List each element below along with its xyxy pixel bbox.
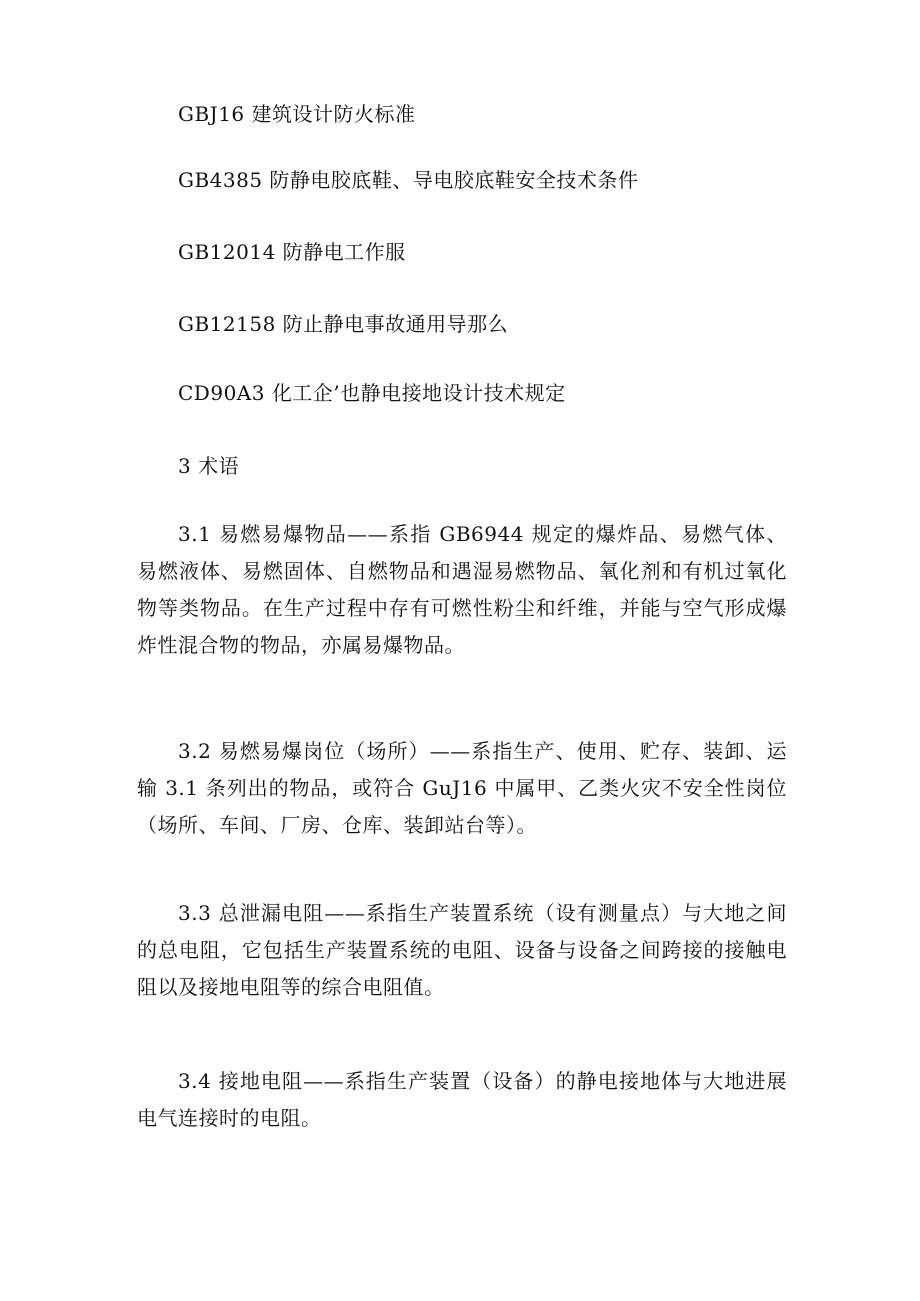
reference-gb12014: GB12014 防静电工作服: [178, 240, 406, 264]
term-3-4: 3.4 接地电阻——系指生产装置（设备）的静电接地体与大地进展电气连接时的电阻。: [137, 1069, 787, 1130]
reference-gb4385: GB4385 防静电胶底鞋、导电胶底鞋安全技术条件: [178, 168, 639, 192]
term-3-1: 3.1 易燃易爆物品——系指 GB6944 规定的爆炸品、易燃气体、易燃液体、易燃固体、自燃物品和遇湿易燃物品、氧化剂和有机过氧化物等类物品。在生产过程中存有可燃性粉尘和纤维，并能与空气形成爆炸性混合物的物品，亦属易爆物品。: [137, 522, 787, 657]
section-heading: 3 术语: [178, 454, 240, 478]
term-3-2: 3.2 易燃易爆岗位（场所）——系指生产、使用、贮存、装卸、运输 3.1 条列出的物品，或符合 GuJ16 中属甲、乙类火灾不安全性岗位（场所、车间、厂房、仓库、装卸站台等）。: [137, 739, 787, 837]
reference-cd90a3: CD90A3 化工企’也静电接地设计技术规定: [178, 381, 566, 405]
term-3-3: 3.3 总泄漏电阻——系指生产装置系统（设有测量点）与大地之间的总电阻，它包括生产装置系统的电阻、设备与设备之间跨接的接触电阻以及接地电阻等的综合电阻值。: [137, 901, 787, 999]
reference-gb12158: GB12158 防止静电事故通用导那么: [178, 312, 509, 336]
reference-gbj16: GBJ16 建筑设计防火标准: [178, 102, 416, 126]
